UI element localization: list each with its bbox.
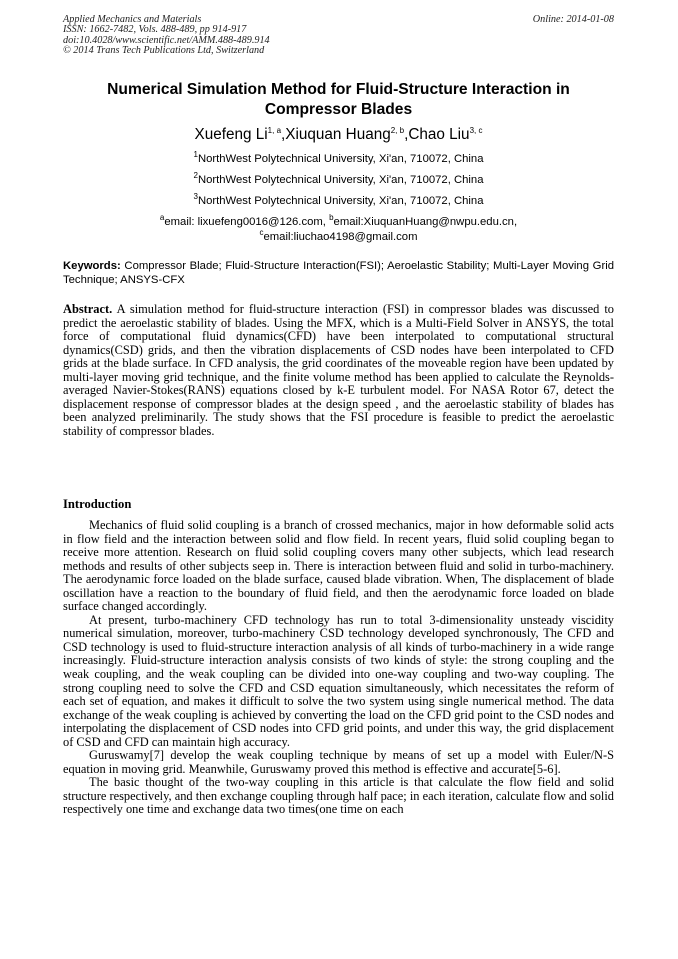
paragraph: Mechanics of fluid solid coupling is a branch of crossed mechanics, major in how deformable solid acts in flow field and the interaction between solid and flow field. In recent years, fluid solid coupling began to receive more attention. Research on fluid solid coupling covers many other subjects, which lead research methods and results of other subjects seep in. There is interaction between fluid and solid in turbo-machinery. The aerodynamic force loaded on the blade surface, caused blade vibration. When, The displacement of blade oscillation have a reaction to the boundary of fluid field, and then the aerodynamic force loaded on blade surface changed accordingly. (63, 518, 614, 614)
doi-line[interactable]: doi:10.4028/www.scientific.net/AMM.488-489.914 (63, 34, 270, 46)
paper-title: Numerical Simulation Method for Fluid-Structure Interaction in Compressor Blades (107, 81, 570, 118)
issn-line: ISSN: 1662-7482, Vols. 488-489, pp 914-917 (63, 24, 247, 36)
email-link[interactable]: email:XiuquanHuang@nwpu.edu.cn, (333, 216, 518, 228)
author-sup: 3, c (469, 125, 483, 135)
keywords-text: Compressor Blade; Fluid-Structure Interaction(FSI); Aeroelastic Stability; Multi-Layer Moving Grid Technique; ANSYS-CFX (63, 260, 614, 287)
author-emails: $^a$email: lixuefeng0016@126.com, $^b$email:XiuquanHuang@nwpu.edu.cn, $^c$email:liuchao4198@gmail.com (159, 213, 518, 243)
copyright-line: © 2014 Trans Tech Publications Ltd, Switzerland (63, 45, 265, 57)
author-sup: 2, b (390, 125, 405, 135)
journal-name: Applied Mechanics and Materials (63, 14, 202, 25)
keywords (63, 259, 614, 288)
introduction-body (63, 519, 614, 817)
affiliation: $^2$NorthWest Polytechnical University, Xi'an, 710072, China (193, 171, 484, 186)
email-link[interactable]: email:liuchao4198@gmail.com (263, 230, 418, 243)
section-heading: Introduction (63, 497, 132, 511)
author-list: Xuefeng Li$^{1, a}$,Xiuquan Huang$^{2, b}$,Chao Liu$^{3, c}$ (194, 125, 483, 143)
journal-header (63, 15, 270, 57)
abstract-label: Abstract. (63, 302, 113, 316)
email-link[interactable]: lixuefeng0016@126.com, (197, 216, 330, 228)
abstract-text: A simulation method for fluid-structure interaction (FSI) in compressor blades was discussed to predict the aeroelastic stability of blades. Using the MFX, which is a Multi-Field Solver in ANSYS, the total force of computational fluid dynamics(CFD) have been interpolated to computational structural dynamics(CSD) grids, and then the vibration displacements of CSD nodes have been interpolated to CFD grids at the blade surface. In CFD analysis, the grid coordinates of the moveable region have been updated by multi-layer moving grid technique, and the finite volume method has been applied to calculate the Reynolds-averaged Navier-Stokes(RANS) equations closed by k-E turbulent model. For NASA Rotor 67, detect the displacement response of compressor blades at the design speed , and the aeroelastic stability of blades has been analyzed preliminarily. The study shows that the FSI procedure is feasible to predict the aeroelastic stability of compressor blades. (63, 302, 614, 438)
keywords-label: Keywords: (63, 260, 121, 272)
affiliation: $^1$NorthWest Polytechnical University, Xi'an, 710072, China (193, 150, 484, 165)
author-name: Xiuquan Huang (285, 126, 391, 143)
author-name: Xuefeng Li (194, 126, 268, 143)
abstract (63, 303, 614, 438)
paragraph: Guruswamy[7] develop the weak coupling technique by means of set up a model with Euler/N-S equation in moving grid. Meanwhile, Guruswamy proved this method is effective and accurate[5-6]. (63, 748, 614, 776)
paragraph: At present, turbo-machinery CFD technology has run to total 3-dimensionality unsteady viscidity numerical simulation, moreover, turbo-machinery CSD technology developed synchronously, The CFD and CSD technology is used to fluid-structure interaction analysis of all kinds of turbo-machinery in a wide range increasingly. Fluid-structure interaction analysis consists of two kinds of style: the strong coupling and the weak coupling, and the weak coupling can be divided into one-way coupling and two-way coupling. The strong coupling need to solve the CFD and CSD equation simultaneously, which necessitates the reform of each set of equation, and makes it difficult to solve the two system using single numerical method. The data exchange of the weak coupling is achieved by converting the load on the CFD grid point to the CSD nodes and interpolating the displacement of CSD nodes into CFD grid points, and under this way, the grid displacement of CSD and CFD can maintain high accuracy. (63, 612, 614, 749)
online-date: Online: 2014-01-08 (532, 14, 614, 25)
author-name: Chao Liu (408, 126, 470, 143)
author-sup: 1, a (267, 125, 282, 135)
affiliation: $^3$NorthWest Polytechnical University, Xi'an, 710072, China (193, 192, 484, 207)
paragraph: The basic thought of the two-way coupling in this article is that calculate the flow field and solid structure respectively, and then exchange coupling through half pace; in each iteration, calculate flow and solid respectively one time and exchange data two times(one time on each (63, 775, 614, 817)
